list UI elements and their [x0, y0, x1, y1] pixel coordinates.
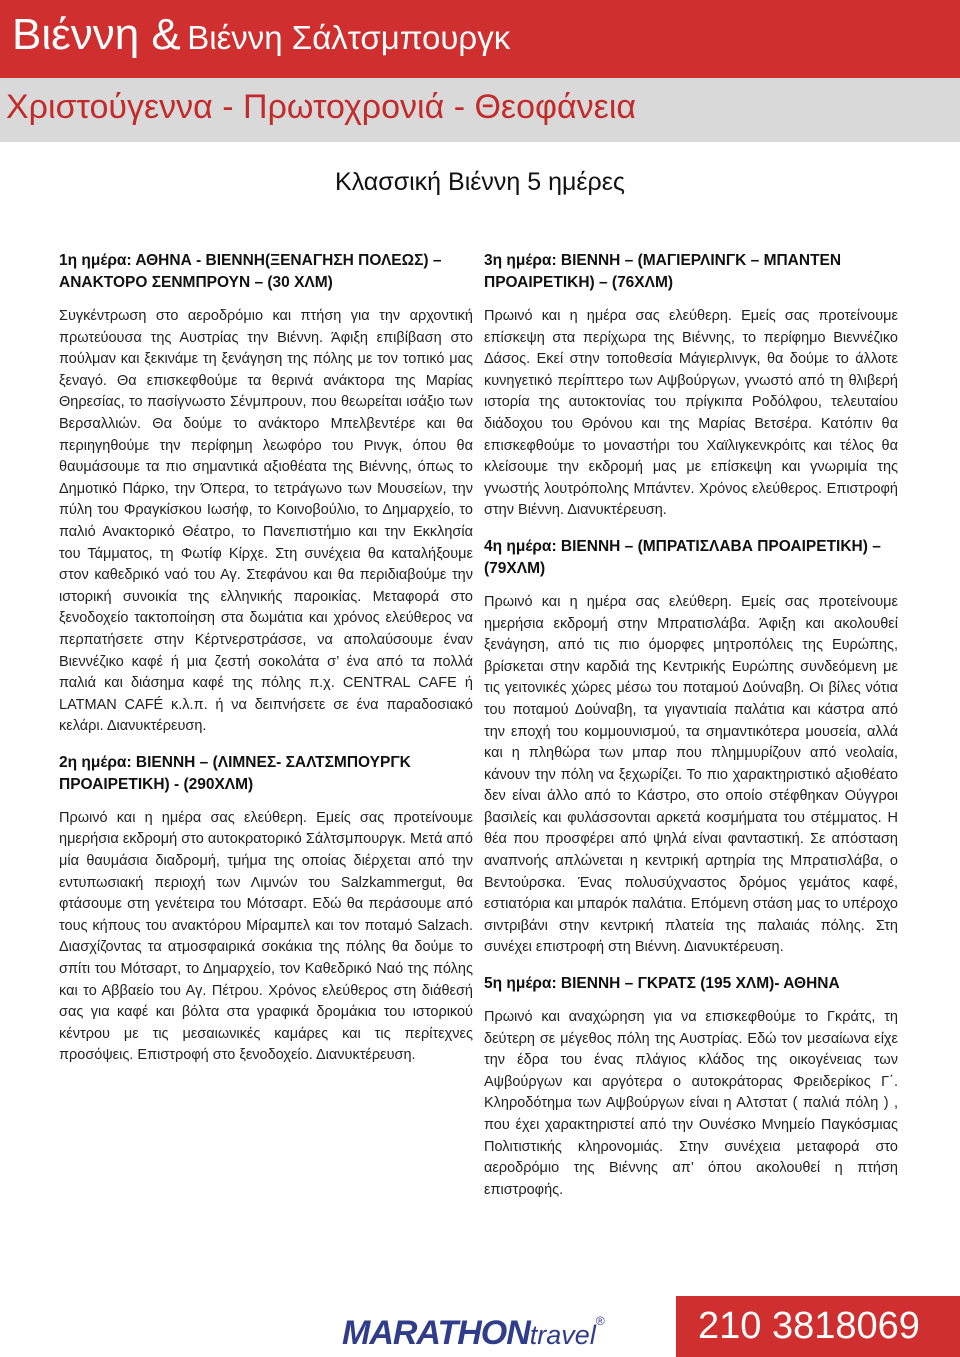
- day-1-heading: 1η ημέρα: ΑΘΗΝΑ - ΒΙΕΝΝΗ(ΞΕΝΑΓΗΣΗ ΠΟΛΕΩΣ) – ΑΝΑΚΤΟΡΟ ΣΕΝΜΠΡΟΥΝ – (30 ΧΛΜ): [59, 252, 442, 291]
- day-5-text: Πρωινό και αναχώρηση για να επισκεφθούμε το Γκράτς, τη δεύτερη σε μέγεθος πόλη της Αυστρίας. Εδώ τον μεσαίωνα είχε την έδρα του ένας πλάγιος κλάδος της οικογένειας των Αψβούργων και αργότερα ο αυτοκράτορας Φρειδερίκος Γ΄. Κληροδότημα των Αψβούργων είναι η Αλτστατ ( παλιά πόλη ) , που έχει χαρακτηριστεί από την Ουνέσκο Μνημείο Παγκόσμιας Πολιτιστικής κληρονομιάς. Στην συνέχεια μεταφορά στο αεροδρόμιο της Βιέννης απ’ όπου ακολουθεί η πτήση επιστροφής.: [484, 1009, 898, 1198]
- itinerary-column-left: [59, 250, 473, 1081]
- day-3-block: [484, 250, 898, 522]
- subtitle-banner: [0, 78, 960, 142]
- day-1-text: Συγκέντρωση στο αεροδρόμιο και πτήση για την αρχοντική πρωτεύουσα της Αυστρίας την Βιέννη. Άφιξη επιβίβαση στο πούλμαν και ξεκινάμε τη ξενάγηση της πόλης με τον τοπικό μας ξεναγό. Θα επισκεφθούμε τα θερινά ανάκτορα της Μαρίας Θηρεσίας, το πασίγνωστο Σένμπρουν, που θεωρείται ισάξιο των Βερσαλλιών. Θα δούμε το ανάκτορο Μπελβεντέρε και θα περιηγηθούμε την περίφημη λεωφόρο του Ρινγκ, όπου θα θαυμάσουμε τα πιο σημαντικά αξιοθέατα της Βιέννης, όπως το Δημοτικό Πάρκο, την Όπερα, το τετράγωνο των Μουσείων, την πύλη του Φραγκίσκου Ιωσήφ, το Κοινοβούλιο, το Δημαρχείο, το παλιό Ανακτορικό Θέατρο, το Πανεπιστήμιο και την Εκκλησία του Τάμματος, τη Φωτίφ Κίρχε. Στη συνέχεια θα καταλήξουμε στον καθεδρικό ναό του Αγ. Στεφάνου και θα περιδιαβούμε την ιστορική συνοικία της ελληνικής παροικίας. Μεταφορά στο ξενοδοχείο τακτοποίηση στα δωμάτια και χρόνος ελεύθερος να περπατήσετε στην Κέρτνερστράσσε, να απολαύσουμε έναν Βιεννέζικο καφέ ή μια ζεστή σοκολάτα σ’ ένα από τα πολλά παλιά και διάσημα καφέ της πόλης π.χ. CENTRAL CAFE ή LATMAN CAFÉ κ.λ.π. ή να δειπνήσετε σε ένα παραδοσιακό κελάρι. Διανυκτέρευση.: [59, 308, 473, 735]
- title-main: Βιέννη &: [12, 10, 181, 59]
- day-4-block: [484, 536, 898, 959]
- phone-number-box: [676, 1296, 960, 1357]
- day-3-heading: 3η ημέρα: ΒΙΕΝΝΗ – (ΜΑΓΙΕΡΛΙΝΓΚ – ΜΠΑΝΤΕΝ ΠΡΟΑΙΡΕΤΙΚΗ) – (76ΧΛΜ): [484, 252, 842, 291]
- registered-mark: ®: [595, 1314, 605, 1328]
- marathon-travel-logo: [342, 1314, 672, 1354]
- title-banner: [0, 0, 960, 78]
- day-3-text: Πρωινό και η ημέρα σας ελεύθερη. Εμείς σας προτείνουμε επίσκεψη στα περίχωρα της Βιέννης, το περίφημο Βιεννέζικο Δάσος. Εκεί στην τοποθεσία Μάγιερλινγκ, θα δούμε το άλλοτε κυνηγετικό περίπτερο των Αψβούργων, γνωστό από τη θλιβερή ιστορία της αυτοκτονίας του πρίγκιπα Ροδόλφου, τελευταίου διάδοχου του Θρόνου και της Μαρίας Βετσέρα. Κατόπιν θα επισκεφθούμε το μοναστήρι του Χαϊλιγκενκρόιτς και τέλος θα κλείσουμε την εκδρομή μας με επίσκεψη και γνωριμία της γνωστής λουτρόπολης Μπάντεν. Χρόνος ελεύθερος. Επιστροφή στην Βιέννη. Διανυκτέρευση.: [484, 308, 898, 519]
- day-2-text: Πρωινό και η ημέρα σας ελεύθερη. Εμείς σας προτείνουμε ημερήσια εκδρομή στο αυτοκρατορικό Σάλτσμπουργκ. Μετά από μία θαυμάσια διαδρομή, τμήμα της οποίας διέρχεται από την εντυπωσιακή περιοχή των Λιμνών του Salzkammergut, θα φτάσουμε στη γενέτειρα του Μότσαρτ. Εδώ θα περάσουμε από τους κήπους του ανακτόρου Μίραμπελ και τον ποταμό Salzach. Διασχίζοντας τα ατμοσφαιρικά σοκάκια της πόλης θα δούμε το σπίτι του Μότσαρτ, το Δημαρχείο, τον Καθεδρικό Ναό της πόλης και το Αββαείο του Αγ. Πέτρου. Χρόνος ελεύθερος στη διάθεσή σας για καφέ και βόλτα στα γραφικά δρομάκια του ιστορικού κέντρου με τις μεσαιωνικές καμάρες και τις περίτεχνες προσόψεις. Επιστροφή στο ξενοδοχείο. Διανυκτέρευση.: [59, 809, 473, 1064]
- title-sub: Βιέννη Σάλτσμπουργκ: [187, 19, 511, 56]
- day-2-block: [59, 752, 473, 1067]
- day-4-text: Πρωινό και η ημέρα σας ελεύθερη. Εμείς σας προτείνουμε ημερήσια εκδρομή στην Μπρατισλάβα. Άφιξη και ακολουθεί ξενάγηση, από τις πιο όμορφες μητροπόλεις της Ευρώπης, βρίσκεται στην καρδιά της Κεντρικής Ευρώπης συνδεόμενη με τις γειτονικές χώρες μέσω του ποταμού Δούναβη. Οι βίλες νότια του ποταμού Δούναβη, τα γιγαντιαία παλάτια και κάστρα από την εποχή του κομμουνισμού, τα σημαντικότερα μουσεία, αλλά και η πληθώρα των μπαρ που πλημμυρίζουν από νεολαία, κάνουν την πόλη να ξεχωρίζει. Το πιο χαρακτηριστικό αξιοθέατο δεν είναι άλλο από το Κάστρο, στο οποίο στέφθηκαν Ούγγροι βασιλείς και φυλάσσονται αρκετά κοσμήματα του στέμματος. Η θέα που προσφέρει από ψηλά είναι φανταστική. Σε απόσταση αναπνοής απλώνεται η κεντρική αρτηρία της Μπρατισλάβα, ο Βεντούρσκα. Ένας πολυσύχναστος δρόμος γεμάτος καφέ, εστιατόρια και μπαρόκ παλάτια. Επόμενη στάση μας το υπέροχο σιντριβάνι στην κεντρική πλατεία της παλαιάς πόλης. Στη συνέχει επιστροφή στη Βιέννη. Διανυκτέρευση.: [484, 593, 898, 956]
- day-4-heading: 4η ημέρα: ΒΙΕΝΝΗ – (ΜΠΡΑΤΙΣΛΑΒΑ ΠΡΟΑΙΡΕΤΙΚΗ) – (79ΧΛΜ): [484, 537, 881, 577]
- day-2-heading: 2η ημέρα: ΒΙΕΝΝΗ – (ΛΙΜΝΕΣ- ΣΑΛΤΣΜΠΟΥΡΓΚ ΠΡΟΑΙΡΕΤΙΚΗ) - (290ΧΛΜ): [59, 753, 411, 793]
- day-5-block: [484, 973, 898, 1201]
- itinerary-column-right: [484, 250, 898, 1215]
- day-1-block: [59, 250, 473, 738]
- logo-travel-text: travel: [529, 1320, 596, 1350]
- phone-number: 210 3818069: [698, 1305, 920, 1347]
- logo-marathon-text: MARATHON: [342, 1314, 530, 1352]
- day-5-heading: 5η ημέρα: ΒΙΕΝΝΗ – ΓΚΡΑΤΣ (195 ΧΛΜ)- ΑΘΗΝΑ: [484, 975, 840, 993]
- package-title: Κλασσική Βιέννη 5 ημέρες: [335, 168, 625, 196]
- subtitle-text: Χριστούγεννα - Πρωτοχρονιά - Θεοφάνεια: [6, 88, 637, 126]
